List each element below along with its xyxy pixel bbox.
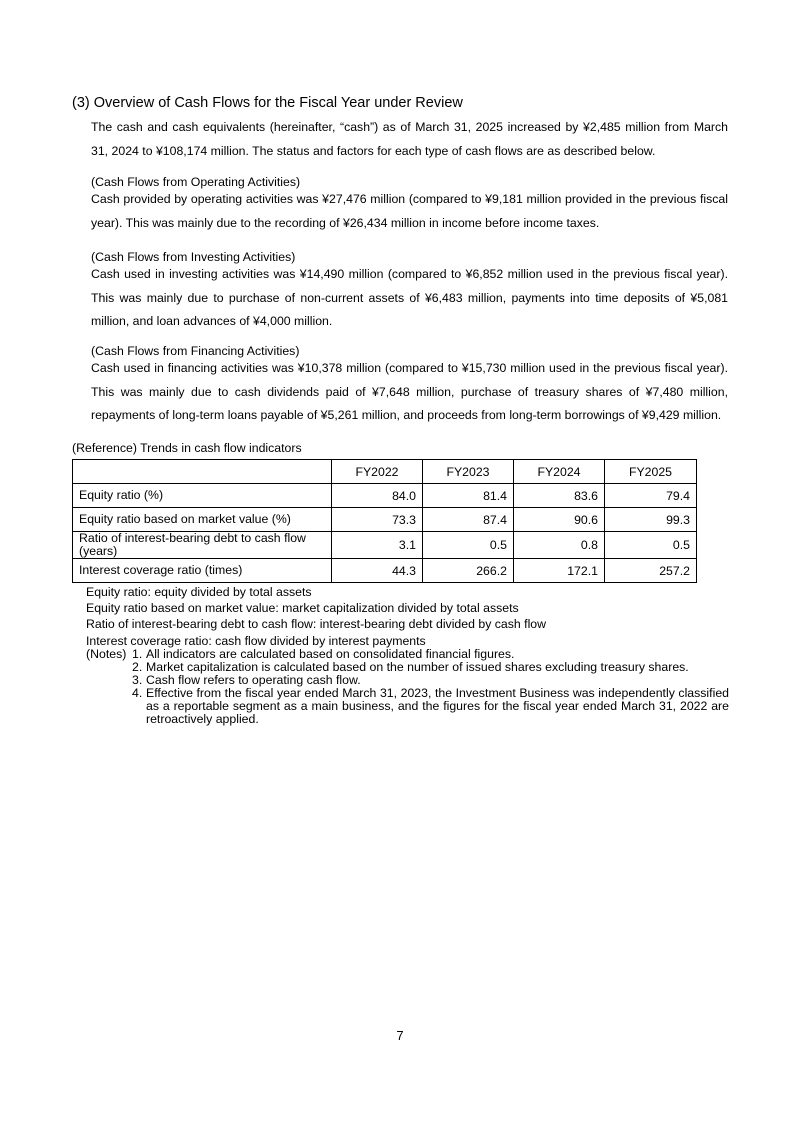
definition-line: Equity ratio based on market value: market capitalization divided by total assets: [86, 601, 519, 616]
table-row: [73, 559, 697, 583]
table-cell: 84.0: [332, 484, 423, 508]
table-header-cell: FY2025: [605, 460, 697, 484]
table-cell: 90.6: [514, 508, 605, 532]
row-label: Ratio of interest-bearing debt to cash flow (years): [73, 532, 332, 559]
row-label: Equity ratio (%): [73, 484, 332, 508]
table-cell: 172.1: [514, 559, 605, 583]
reference-caption: (Reference) Trends in cash flow indicators: [72, 441, 302, 455]
table-cell: 83.6: [514, 484, 605, 508]
table-cell: 99.3: [605, 508, 697, 532]
note-item: [86, 648, 729, 661]
investing-paragraph: Cash used in investing activities was ¥14,490 million (compared to ¥6,852 million used in the previous fiscal year). This was mainly due to purchase of non-current assets of ¥6,483 million, payments into time deposits of ¥5,081 million, and loan advances of ¥4,000 million.: [91, 267, 728, 329]
table-cell: 266.2: [423, 559, 514, 583]
section-title: (3) Overview of Cash Flows for the Fiscal Year under Review: [72, 95, 463, 111]
note-item: [86, 674, 729, 687]
table-cell: 87.4: [423, 508, 514, 532]
table-cell: 73.3: [332, 508, 423, 532]
table-header-cell: FY2023: [423, 460, 514, 484]
table-header-cell: FY2024: [514, 460, 605, 484]
intro-paragraph: The cash and cash equivalents (hereinafter, “cash”) as of March 31, 2025 increased by ¥2,485 million from March 31, 2024 to ¥108,174 million. The status and factors for each type of cash flows are as described below.: [91, 120, 728, 158]
financing-paragraph: Cash used in financing activities was ¥10,378 million (compared to ¥15,730 million used in the previous fiscal year). This was mainly due to cash dividends paid of ¥7,648 million, purchase of treasury shares of ¥7,480 million, repayments of long-term loans payable of ¥5,261 million, and proceeds from long-term borrowings of ¥9,429 million.: [91, 361, 728, 423]
table-cell: 79.4: [605, 484, 697, 508]
table-row: [73, 508, 697, 532]
note-number: 2.: [132, 659, 143, 674]
financing-heading: (Cash Flows from Financing Activities): [91, 344, 300, 358]
operating-heading: (Cash Flows from Operating Activities): [91, 175, 301, 189]
table-cell: 44.3: [332, 559, 423, 583]
row-label: Equity ratio based on market value (%): [73, 508, 332, 532]
note-text: Effective from the fiscal year ended March 31, 2023, the Investment Business was independently classified as a reportable segment as a main business, and the figures for the fiscal year ended March 31, 2022 are retroactively applied.: [146, 685, 729, 726]
definition-line: Equity ratio: equity divided by total assets: [86, 585, 312, 599]
note-number: 1.: [132, 647, 143, 661]
table-cell: 0.5: [423, 532, 514, 559]
note-number: 3.: [132, 672, 143, 687]
note-text: Cash flow refers to operating cash flow.: [146, 672, 361, 687]
notes-section: [86, 648, 729, 725]
table-header-row: [73, 460, 697, 484]
definition-line: Ratio of interest-bearing debt to cash flow: interest-bearing debt divided by cash flow: [86, 617, 547, 632]
table-header-cell: [73, 460, 332, 484]
table-header-cell: FY2022: [332, 460, 423, 484]
table-row: [73, 484, 697, 508]
cash-flow-indicators-table: [72, 459, 697, 583]
row-label: Interest coverage ratio (times): [73, 559, 332, 583]
note-text: All indicators are calculated based on consolidated financial figures.: [146, 647, 515, 661]
operating-paragraph: Cash provided by operating activities was ¥27,476 million (compared to ¥9,181 million provided in the previous fiscal year). This was mainly due to the recording of ¥26,434 million in income before income taxes.: [91, 192, 728, 230]
table-cell: 81.4: [423, 484, 514, 508]
definition-line: Interest coverage ratio: cash flow divided by interest payments: [86, 633, 426, 648]
note-item: [86, 687, 729, 726]
note-item: [86, 661, 729, 674]
notes-label: (Notes): [86, 647, 127, 661]
page-number: 7: [396, 1028, 404, 1043]
table-row: [73, 532, 697, 559]
note-text: Market capitalization is calculated based on the number of issued shares excluding treasury shares.: [146, 659, 689, 674]
table-cell: 0.5: [605, 532, 697, 559]
indicator-definitions: [86, 584, 546, 649]
investing-heading: (Cash Flows from Investing Activities): [91, 250, 296, 264]
table-cell: 0.8: [514, 532, 605, 559]
note-number: 4.: [132, 685, 143, 700]
table-cell: 3.1: [332, 532, 423, 559]
table-cell: 257.2: [605, 559, 697, 583]
